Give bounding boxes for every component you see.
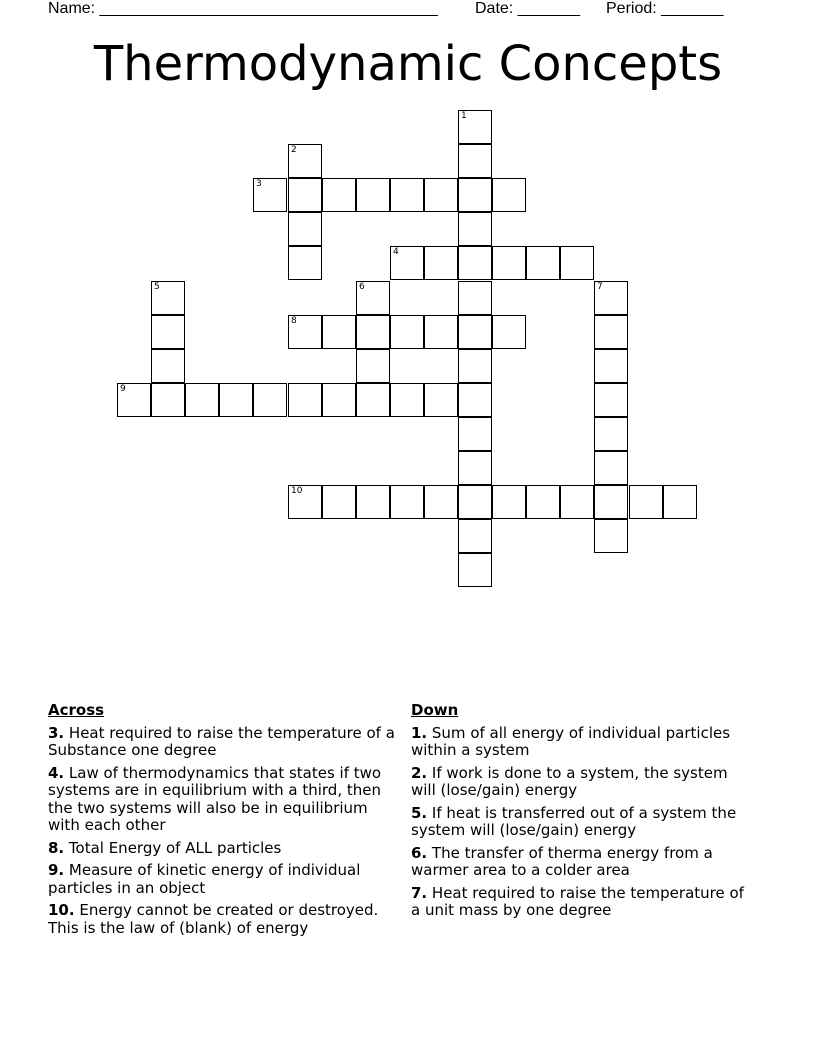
crossword-cell[interactable]: [288, 144, 322, 178]
crossword-cell[interactable]: [458, 110, 492, 144]
crossword-cell[interactable]: [288, 485, 322, 519]
crossword-cell[interactable]: [424, 178, 458, 212]
crossword-cell[interactable]: [594, 519, 628, 553]
clue-number-label: 6: [359, 282, 365, 292]
crossword-cell[interactable]: [458, 485, 492, 519]
crossword-cell[interactable]: [492, 246, 526, 280]
crossword-cell[interactable]: [356, 178, 390, 212]
clue-number-label: 9: [120, 384, 126, 394]
crossword-cell[interactable]: [288, 383, 322, 417]
crossword-cell[interactable]: [390, 315, 424, 349]
clue-text: If work is done to a system, the system will (lose/gain) energy: [411, 763, 728, 799]
clue-number-label: 2: [291, 145, 297, 155]
crossword-cell[interactable]: [117, 383, 151, 417]
down-clues: [411, 702, 756, 925]
crossword-cell[interactable]: [424, 246, 458, 280]
crossword-cell[interactable]: [356, 349, 390, 383]
crossword-cell[interactable]: [322, 178, 356, 212]
crossword-cell[interactable]: [390, 178, 424, 212]
clue-text: Heat required to raise the temperature of a unit mass by one degree: [411, 883, 744, 919]
clue-number-label: 5: [154, 282, 160, 292]
crossword-cell[interactable]: [458, 519, 492, 553]
crossword-cell[interactable]: [151, 383, 185, 417]
crossword-cell[interactable]: [151, 281, 185, 315]
clue-item: [411, 725, 756, 760]
clue-number-label: 7: [597, 282, 603, 292]
clue-number: 10.: [48, 901, 75, 919]
clue-number: 5.: [411, 803, 428, 822]
date-field-label: Date: _______: [475, 0, 580, 17]
crossword-cell[interactable]: [560, 485, 594, 519]
crossword-cell[interactable]: [458, 315, 492, 349]
clue-number: 1.: [411, 723, 428, 742]
clue-number: 2.: [411, 763, 428, 782]
crossword-cell[interactable]: [390, 246, 424, 280]
clue-item: [411, 845, 756, 880]
clue-text: Total Energy of ALL particles: [64, 838, 282, 857]
crossword-cell[interactable]: [458, 246, 492, 280]
crossword-cell[interactable]: [390, 485, 424, 519]
clue-item: [48, 840, 398, 858]
clue-number-label: 4: [393, 247, 399, 257]
clue-number: 4.: [48, 763, 65, 782]
crossword-cell[interactable]: [288, 246, 322, 280]
clue-text: Law of thermodynamics that states if two systems are in equilibrium with a third, then the two systems will also be in equilibrium with each other: [48, 763, 382, 834]
clue-number: 6.: [411, 843, 428, 862]
crossword-cell[interactable]: [458, 451, 492, 485]
crossword-cell[interactable]: [288, 212, 322, 246]
crossword-cell[interactable]: [492, 315, 526, 349]
crossword-cell[interactable]: [356, 485, 390, 519]
crossword-cell[interactable]: [219, 383, 253, 417]
crossword-cell[interactable]: [253, 178, 287, 212]
clue-item: [411, 805, 756, 840]
crossword-cell[interactable]: [594, 485, 628, 519]
crossword-cell[interactable]: [356, 315, 390, 349]
crossword-cell[interactable]: [526, 246, 560, 280]
crossword-cell[interactable]: [594, 349, 628, 383]
crossword-cell[interactable]: [594, 315, 628, 349]
clue-number-label: 10: [291, 486, 303, 496]
crossword-cell[interactable]: [458, 144, 492, 178]
crossword-cell[interactable]: [424, 383, 458, 417]
across-clues: [48, 702, 398, 942]
clue-text: Energy cannot be created or destroyed. This is the law of (blank) of energy: [48, 901, 379, 937]
crossword-cell[interactable]: [356, 383, 390, 417]
clue-item: [48, 902, 398, 937]
crossword-cell[interactable]: [458, 212, 492, 246]
crossword-cell[interactable]: [492, 178, 526, 212]
crossword-cell[interactable]: [424, 315, 458, 349]
crossword-cell[interactable]: [185, 383, 219, 417]
crossword-cell[interactable]: [151, 315, 185, 349]
name-field-label: Name: ______________________________________: [48, 0, 438, 17]
clue-item: [411, 765, 756, 800]
crossword-cell[interactable]: [356, 281, 390, 315]
clue-item: [48, 765, 398, 835]
crossword-cell[interactable]: [288, 315, 322, 349]
clue-text: If heat is transferred out of a system the system will (lose/gain) energy: [411, 803, 737, 839]
crossword-cell[interactable]: [458, 281, 492, 315]
down-heading: Down: [411, 701, 459, 719]
clue-number: 3.: [48, 723, 65, 742]
crossword-cell[interactable]: [390, 383, 424, 417]
crossword-cell[interactable]: [458, 417, 492, 451]
crossword-cell[interactable]: [322, 485, 356, 519]
crossword-cell[interactable]: [288, 178, 322, 212]
clue-item: [411, 885, 756, 920]
crossword-cell[interactable]: [458, 383, 492, 417]
crossword-cell[interactable]: [492, 485, 526, 519]
crossword-cell[interactable]: [458, 178, 492, 212]
clue-number-label: 8: [291, 316, 297, 326]
crossword-cell[interactable]: [663, 485, 697, 519]
clue-text: Heat required to raise the temperature of a Substance one degree: [48, 723, 395, 759]
crossword-cell[interactable]: [594, 417, 628, 451]
page-title: Thermodynamic Concepts: [93, 36, 723, 92]
crossword-cell[interactable]: [424, 485, 458, 519]
clue-item: [48, 725, 398, 760]
clue-number-label: 3: [256, 179, 262, 189]
clue-number: 8.: [48, 838, 65, 857]
crossword-cell[interactable]: [151, 349, 185, 383]
crossword-cell[interactable]: [594, 281, 628, 315]
clue-text: Measure of kinetic energy of individual particles in an object: [48, 861, 361, 897]
across-heading: Across: [48, 701, 105, 719]
crossword-cell[interactable]: [594, 451, 628, 485]
crossword-cell[interactable]: [594, 383, 628, 417]
clue-number-label: 1: [461, 111, 467, 121]
crossword-cell[interactable]: [322, 383, 356, 417]
crossword-cell[interactable]: [458, 349, 492, 383]
crossword-cell[interactable]: [526, 485, 560, 519]
crossword-cell[interactable]: [629, 485, 663, 519]
crossword-cell[interactable]: [253, 383, 287, 417]
clue-item: [48, 862, 398, 897]
clue-number: 9.: [48, 861, 65, 879]
crossword-cell[interactable]: [458, 553, 492, 587]
clue-text: The transfer of therma energy from a warmer area to a colder area: [411, 843, 713, 879]
clue-number: 7.: [411, 883, 428, 902]
period-field-label: Period: _______: [606, 0, 724, 17]
crossword-cell[interactable]: [560, 246, 594, 280]
crossword-cell[interactable]: [322, 315, 356, 349]
clue-text: Sum of all energy of individual particles within a system: [411, 723, 731, 759]
